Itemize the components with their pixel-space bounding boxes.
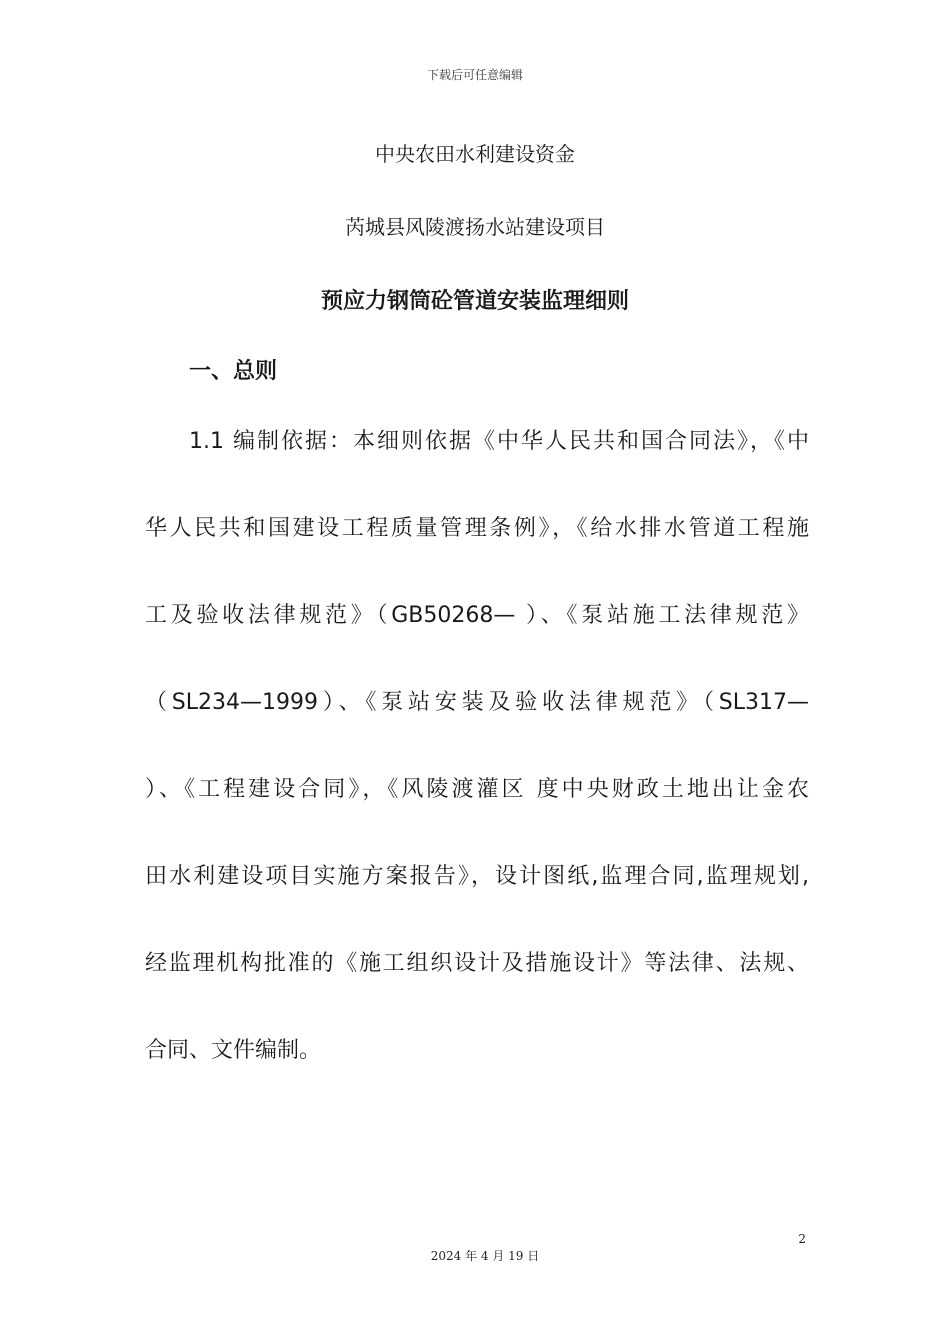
page-number: 2 xyxy=(798,1232,806,1246)
footer-date: 2024 年 4 月 19 日 xyxy=(430,1249,540,1263)
page-header-note: 下载后可任意编辑 xyxy=(426,68,523,82)
paragraph-line: （SL234—1999）、《泵站安装及验收法律规范》（SL317— xyxy=(145,690,809,715)
paragraph-line: 田水利建设项目实施方案报告》，设计图纸,监理合同,监理规划, xyxy=(145,864,809,889)
paragraph-line: 华人民共和国建设工程质量管理条例》，《给水排水管道工程施 xyxy=(145,516,809,541)
paragraph-line: 工及验收法律规范》（GB50268— ）、《泵站施工法律规范》 xyxy=(145,603,809,628)
paragraph-line: 合同、文件编制。 xyxy=(145,1038,322,1063)
section-heading: 一、总则 xyxy=(189,359,278,384)
project-fund-title: 中央农田水利建设资金 xyxy=(375,142,575,166)
paragraph-line: ）、《工程建设合同》，《风陵渡灌区 度中央财政土地出让金农 xyxy=(145,777,809,802)
document-title: 预应力钢筒砼管道安装监理细则 xyxy=(320,289,629,314)
paragraph-line: 经监理机构批准的《施工组织设计及措施设计》等法律、法规、 xyxy=(145,951,809,976)
paragraph-line: 1.1 编制依据：本细则依据《中华人民共和国合同法》，《中 xyxy=(189,429,809,454)
project-name-title: 芮城县风陵渡扬水站建设项目 xyxy=(345,215,605,239)
